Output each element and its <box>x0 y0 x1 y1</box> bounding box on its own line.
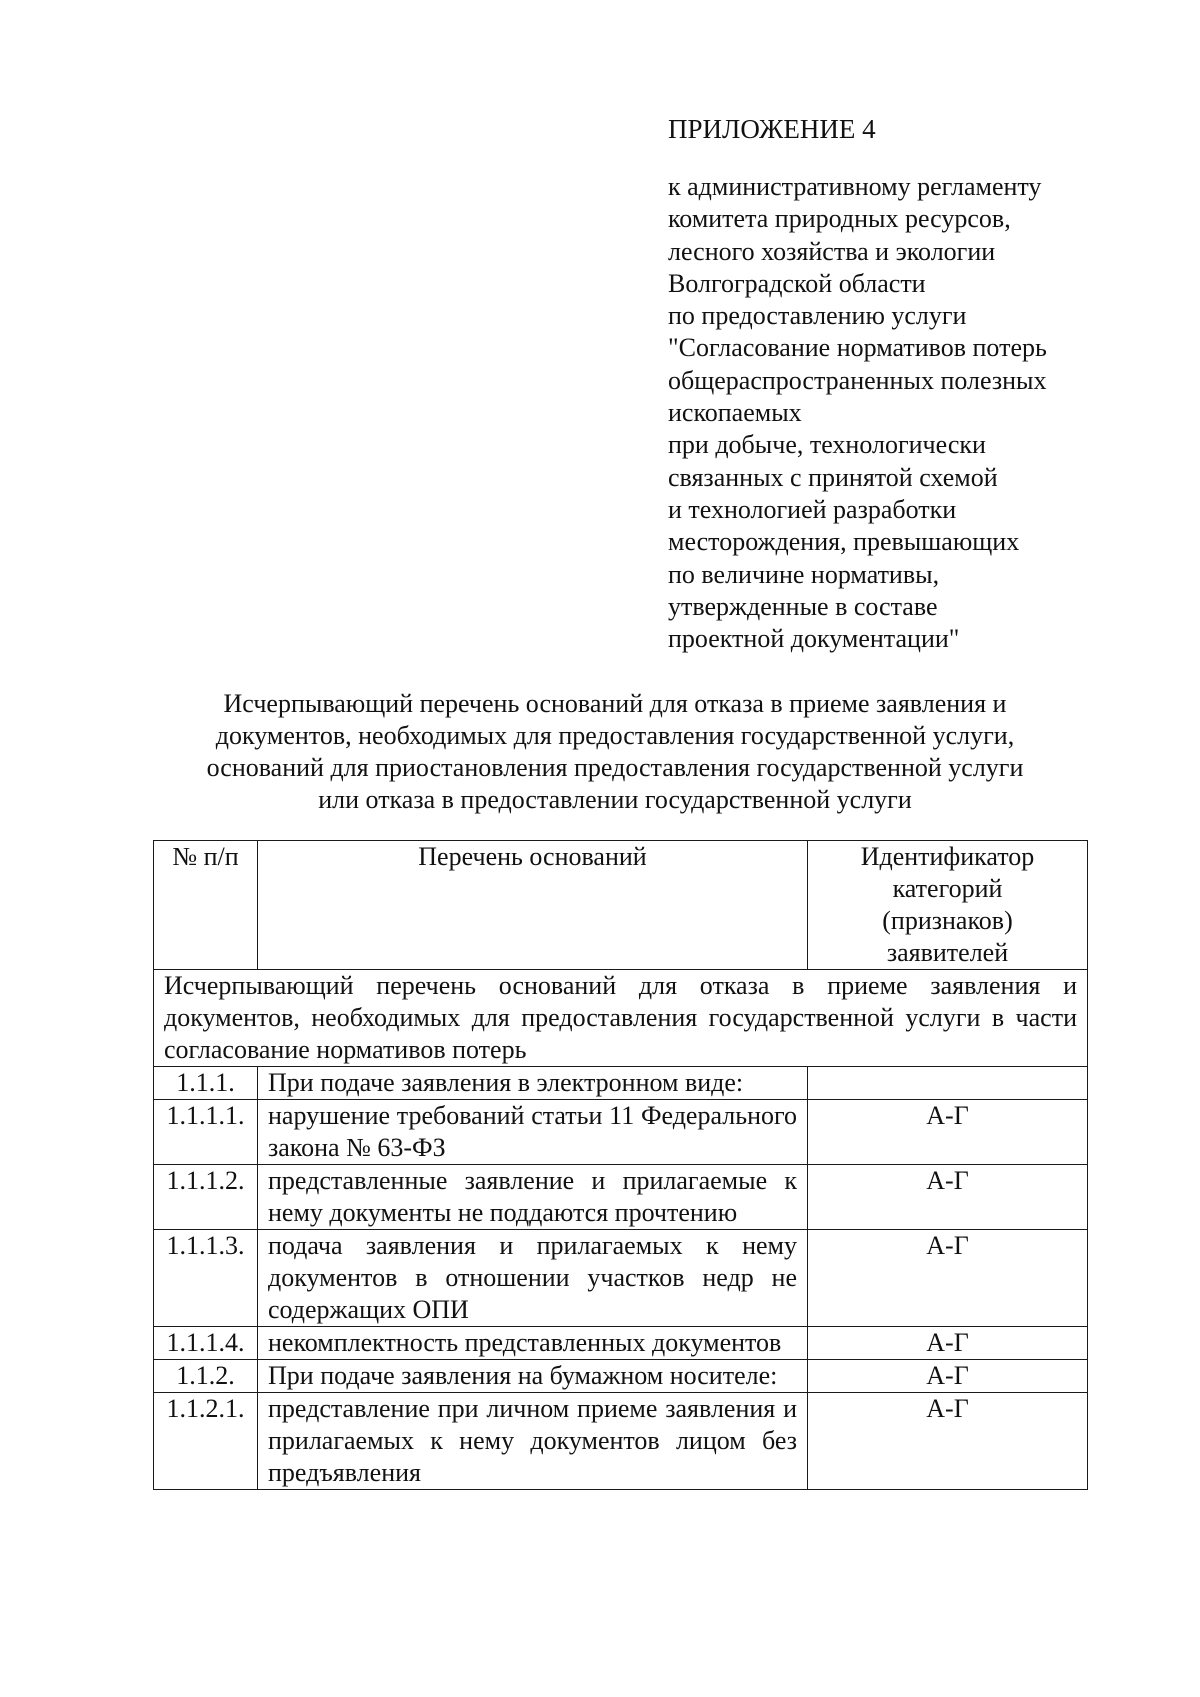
row-identifier: А-Г <box>808 1327 1088 1360</box>
header-identifier-line: категорий <box>892 874 1003 903</box>
header-num: № п/п <box>154 841 258 970</box>
row-text: представление при личном приеме заявления и прилагаемых к нему документов лицом без предъявления <box>258 1393 808 1490</box>
row-text: При подаче заявления в электронном виде: <box>258 1067 808 1100</box>
table-row <box>154 1360 1088 1393</box>
appendix-line: комитета природных ресурсов, <box>668 204 1011 234</box>
appendix-line: лесного хозяйства и экологии <box>668 236 996 266</box>
section-title: Исчерпывающий перечень оснований для отказа в приеме заявления и документов, необходимых для предоставления государственной услуги в части согласование нормативов потерь <box>154 970 1088 1067</box>
appendix-line: к административному регламенту <box>668 172 1042 201</box>
table-row <box>154 1230 1088 1327</box>
header-identifier <box>808 841 1088 970</box>
row-num: 1.1.1.2. <box>154 1165 258 1230</box>
appendix-line: связанных с принятой схемой <box>668 462 998 492</box>
header-identifier-line: (признаков) <box>882 906 1013 935</box>
table-row <box>154 1327 1088 1360</box>
appendix-line: утвержденные в составе <box>668 591 938 621</box>
row-num: 1.1.1. <box>154 1067 258 1100</box>
row-text: некомплектность представленных документов <box>258 1327 808 1360</box>
appendix-line: по предоставлению услуги <box>668 301 967 331</box>
appendix-subtitle <box>668 171 1047 655</box>
document-heading <box>150 688 1080 816</box>
row-identifier: А-Г <box>808 1393 1088 1490</box>
table-row <box>154 1100 1088 1165</box>
row-text: нарушение требований статьи 11 Федерального закона № 63-ФЗ <box>258 1100 808 1165</box>
row-identifier: А-Г <box>808 1230 1088 1327</box>
header-grounds: Перечень оснований <box>258 841 808 970</box>
heading-line: Исчерпывающий перечень оснований для отказа в приеме заявления и <box>223 689 1007 718</box>
heading-line: документов, необходимых для предоставления государственной услуги, <box>215 721 1015 750</box>
row-num: 1.1.2. <box>154 1360 258 1393</box>
row-identifier <box>808 1067 1088 1100</box>
appendix-line: общераспространенных полезных <box>668 365 1047 395</box>
appendix-title: ПРИЛОЖЕНИЕ 4 <box>668 114 876 144</box>
appendix-line: и технологией разработки <box>668 494 957 524</box>
appendix-line: по величине нормативы, <box>668 559 940 589</box>
appendix-line: "Согласование нормативов потерь <box>668 333 1047 363</box>
table-header-row <box>154 841 1088 970</box>
heading-line: или отказа в предоставлении государственной услуги <box>318 785 912 814</box>
table-row <box>154 1067 1088 1100</box>
header-identifier-line: Идентификатор <box>860 842 1035 871</box>
row-text: представленные заявление и прилагаемые к нему документы не поддаются прочтению <box>258 1165 808 1230</box>
section-row <box>154 970 1088 1067</box>
row-num: 1.1.1.3. <box>154 1230 258 1327</box>
table-row <box>154 1393 1088 1490</box>
row-num: 1.1.1.4. <box>154 1327 258 1360</box>
header-identifier-line: заявителей <box>886 938 1009 967</box>
appendix-line: при добыче, технологически <box>668 430 986 460</box>
row-text: подача заявления и прилагаемых к нему документов в отношении участков недр не содержащих ОПИ <box>258 1230 808 1327</box>
row-num: 1.1.2.1. <box>154 1393 258 1490</box>
row-identifier: А-Г <box>808 1100 1088 1165</box>
appendix-line: проектной документации" <box>668 624 960 654</box>
grounds-table <box>153 840 1088 1490</box>
appendix-line: Волгоградской области <box>668 268 926 298</box>
row-identifier: А-Г <box>808 1360 1088 1393</box>
heading-line: оснований для приостановления предоставления государственной услуги <box>206 753 1024 782</box>
row-text: При подаче заявления на бумажном носителе: <box>258 1360 808 1393</box>
row-num: 1.1.1.1. <box>154 1100 258 1165</box>
row-identifier: А-Г <box>808 1165 1088 1230</box>
appendix-line: месторождения, превышающих <box>668 527 1020 557</box>
table-row <box>154 1165 1088 1230</box>
appendix-line: ископаемых <box>668 398 802 428</box>
